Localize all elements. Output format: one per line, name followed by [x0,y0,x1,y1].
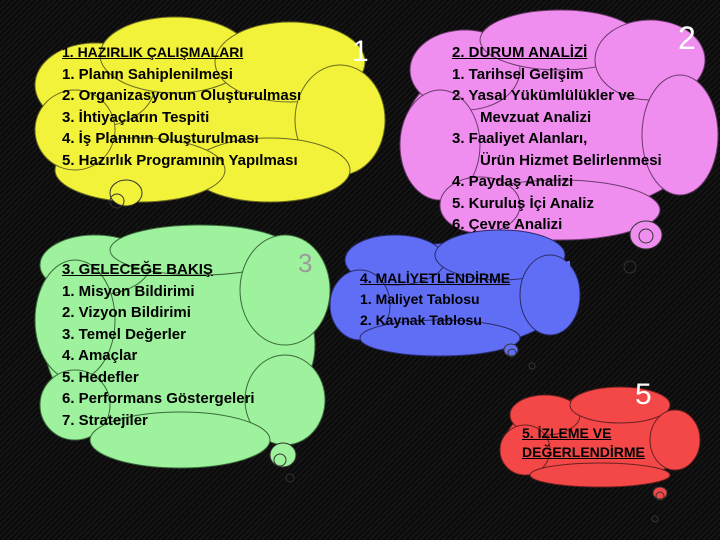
list-item: 4. İş Planının Oluşturulması [62,130,259,147]
cloud-1-tail [110,180,142,208]
cloud-5-tail [652,487,667,522]
section-5-number: 5 [635,378,652,411]
section-3-number: 3 [298,248,313,278]
section-5-title-line2: DEĞERLENDİRME [522,444,645,460]
list-item: 2. Organizasyonun Oluşturulması [62,87,302,104]
list-item: 6. Performans Göstergeleri [62,390,255,407]
section-4-number: 4 [558,255,574,286]
list-item: 1. Maliyet Tablosu [360,291,480,307]
section-1-number: 1 [352,35,369,68]
section-1-title: 1. HAZIRLIK ÇALIŞMALARI [62,44,244,60]
section-3-list [62,281,255,432]
section-1-block [62,42,301,171]
list-item: 7. Stratejiler [62,411,148,429]
list-item: Ürün Hizmet Belirlenmesi [480,151,662,169]
section-4-title: 4. MALİYETLENDİRME [360,270,511,286]
section-5-block [522,424,645,462]
section-2-block [452,42,662,236]
section-1-list [62,64,301,172]
list-item: 2. Yasal Yükümlülükler ve [452,87,635,104]
section-3-title: 3. GELECEĞE BAKIŞ [62,261,213,278]
list-item: 3. Temel Değerler [62,325,186,343]
list-item: 2. Vizyon Bildirimi [62,304,191,321]
list-item: 1. Tarihsel Gelişim [452,65,584,83]
list-item: 2. Kaynak Tablosu [360,312,482,328]
section-4-list [360,289,510,331]
list-item: 6. Çevre Analizi [452,216,563,233]
cloud-4-tail [504,344,535,369]
list-item: 3. İhtiyaçların Tespiti [62,108,210,126]
list-item: 1. Misyon Bildirimi [62,282,195,300]
list-item: 5. Hazırlık Programının Yapılması [62,151,298,169]
section-2-title: 2. DURUM ANALİZİ [452,44,588,61]
cloud-3-tail [270,443,296,482]
list-item: 1. Planın Sahiplenilmesi [62,65,233,83]
section-3-block [62,259,255,431]
list-item: 4. Amaçlar [62,347,138,364]
section-2-list [452,64,662,236]
list-item: 3. Faaliyet Alanları, [452,130,588,147]
list-item: 5. Hedefler [62,368,139,386]
section-5-title-line1: 5. İZLEME VE [522,425,612,441]
section-2-number: 2 [678,20,696,56]
section-4-block [360,268,510,331]
list-item: 4. Paydaş Analizi [452,173,574,190]
list-item: Mevzuat Analizi [480,108,592,126]
list-item: 5. Kuruluş İçi Analiz [452,194,594,212]
